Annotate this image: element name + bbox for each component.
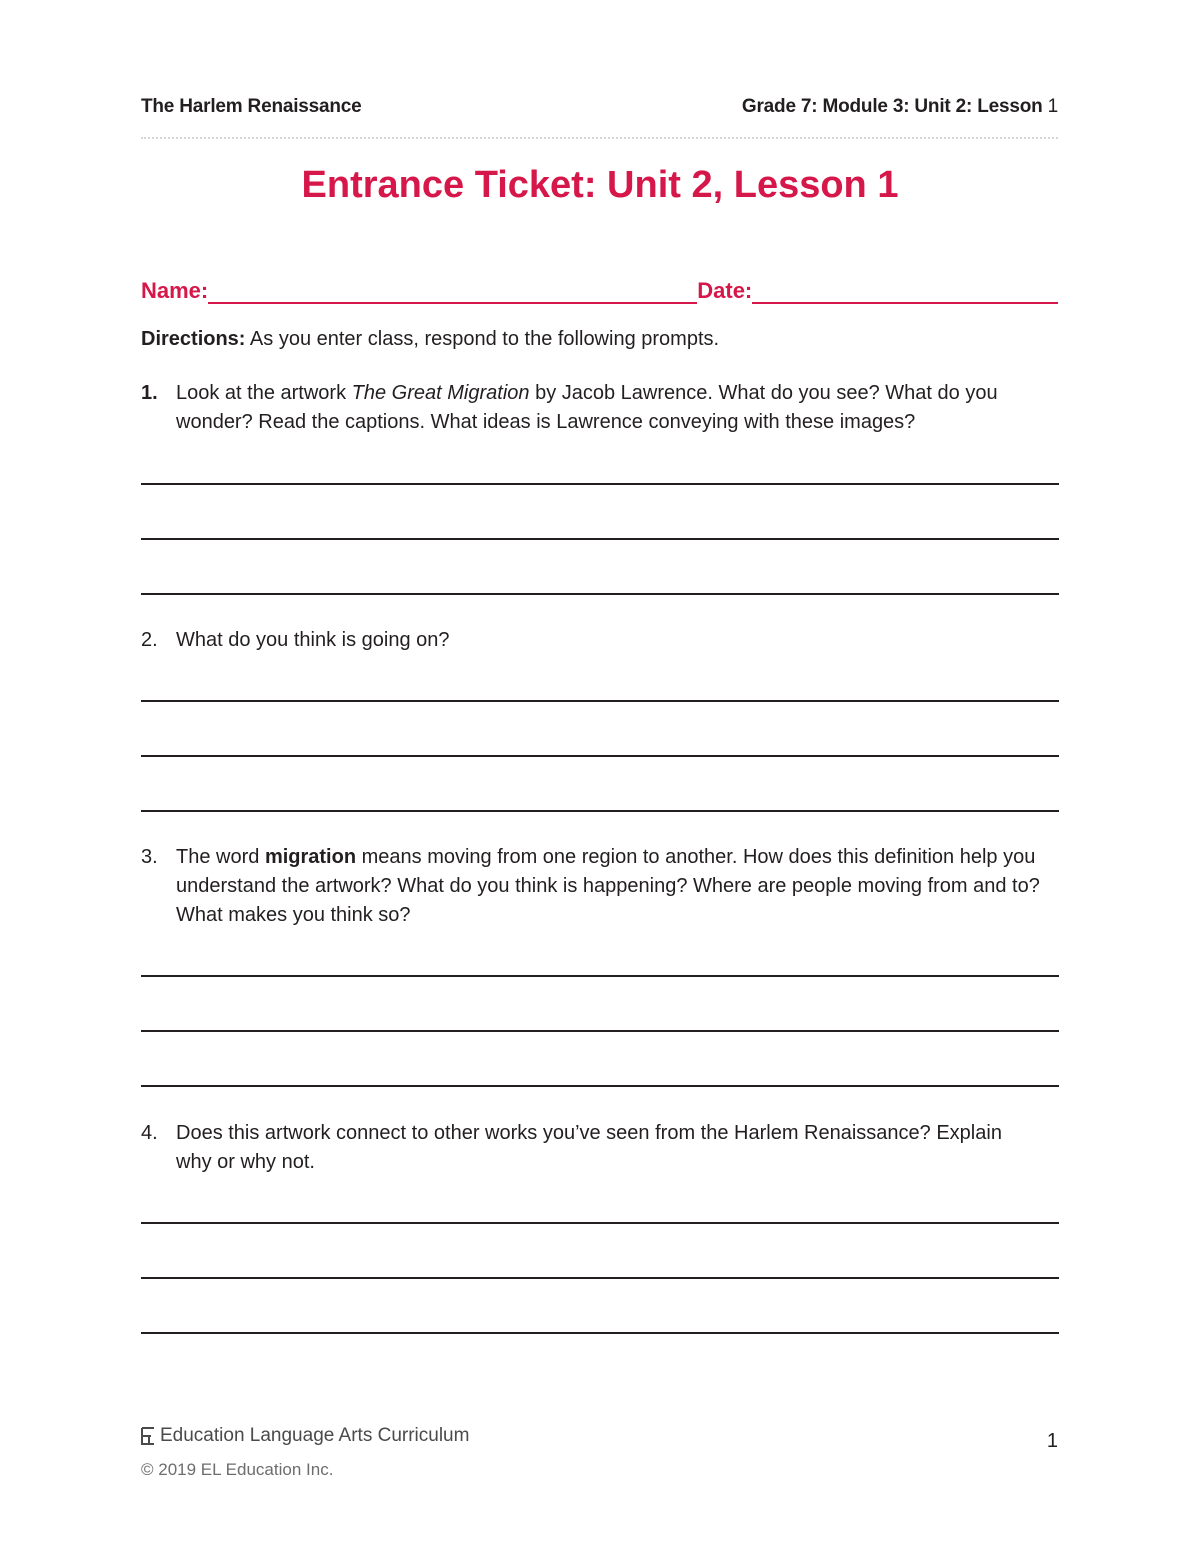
- question-4: [141, 1119, 1041, 1177]
- question-1: [141, 379, 1041, 437]
- question-text: What do you think is going on?: [176, 629, 450, 651]
- answer-line[interactable]: [141, 483, 1059, 485]
- directions: [141, 328, 719, 351]
- answer-line[interactable]: [141, 1222, 1059, 1224]
- page-number: 1: [1046, 1430, 1058, 1452]
- question-number: 1.: [141, 382, 158, 404]
- header-lesson-label: Grade 7: Module 3: Unit 2: Lesson: [741, 96, 1043, 117]
- date-label: Date:: [697, 278, 753, 303]
- question-2: [141, 626, 1041, 655]
- date-field[interactable]: [752, 280, 1058, 304]
- footer-brand-text: Education Language Arts Curriculum: [160, 1425, 470, 1446]
- answer-line[interactable]: [141, 1085, 1059, 1087]
- header-title: The Harlem Renaissance: [141, 96, 362, 117]
- question-number: 4.: [141, 1122, 158, 1144]
- answer-line[interactable]: [141, 755, 1059, 757]
- answer-line[interactable]: [141, 810, 1059, 812]
- question-text-part: Look at the artwork: [176, 382, 352, 404]
- answer-line[interactable]: [141, 1332, 1059, 1334]
- question-number: 3.: [141, 846, 158, 868]
- question-number: 2.: [141, 629, 158, 651]
- question-3: [141, 843, 1041, 930]
- name-field[interactable]: [208, 280, 697, 304]
- answer-line[interactable]: [141, 538, 1059, 540]
- answer-line[interactable]: [141, 1277, 1059, 1279]
- directions-text: As you enter class, respond to the following prompts.: [245, 328, 720, 350]
- question-text-part: by Jacob Lawrence. What do you see? What do you wonder? Read the captions. What ideas is Lawrence conveying with these images?: [176, 382, 998, 433]
- artwork-title: The Great Migration: [351, 382, 530, 404]
- question-text: [176, 843, 1041, 930]
- name-label: Name:: [141, 278, 209, 303]
- vocabulary-word: migration: [264, 846, 357, 868]
- el-logo-icon: [141, 1427, 156, 1445]
- question-text-part: means moving from one region to another. How does this definition help you understand the artwork? What do you think is happening? Where are people moving from and to? What makes you think so?: [176, 846, 1040, 926]
- answer-line[interactable]: [141, 593, 1059, 595]
- question-text: Does this artwork connect to other works you’ve seen from the Harlem Renaissance? Explain why or why not.: [176, 1122, 1002, 1173]
- header-divider: [141, 137, 1058, 139]
- answer-line[interactable]: [141, 975, 1059, 977]
- name-date-row: [141, 274, 1058, 304]
- question-text-part: The word: [176, 846, 265, 868]
- header-lesson-number: 1: [1047, 96, 1058, 117]
- answer-line[interactable]: [141, 700, 1059, 702]
- footer-brand: [141, 1425, 469, 1447]
- page-title: Entrance Ticket: Unit 2, Lesson 1: [301, 164, 899, 206]
- question-text: [176, 379, 1041, 437]
- answer-line[interactable]: [141, 1030, 1059, 1032]
- directions-label: Directions:: [141, 328, 246, 350]
- header-lesson: [742, 96, 1058, 118]
- footer-copyright: © 2019 EL Education Inc.: [141, 1460, 334, 1479]
